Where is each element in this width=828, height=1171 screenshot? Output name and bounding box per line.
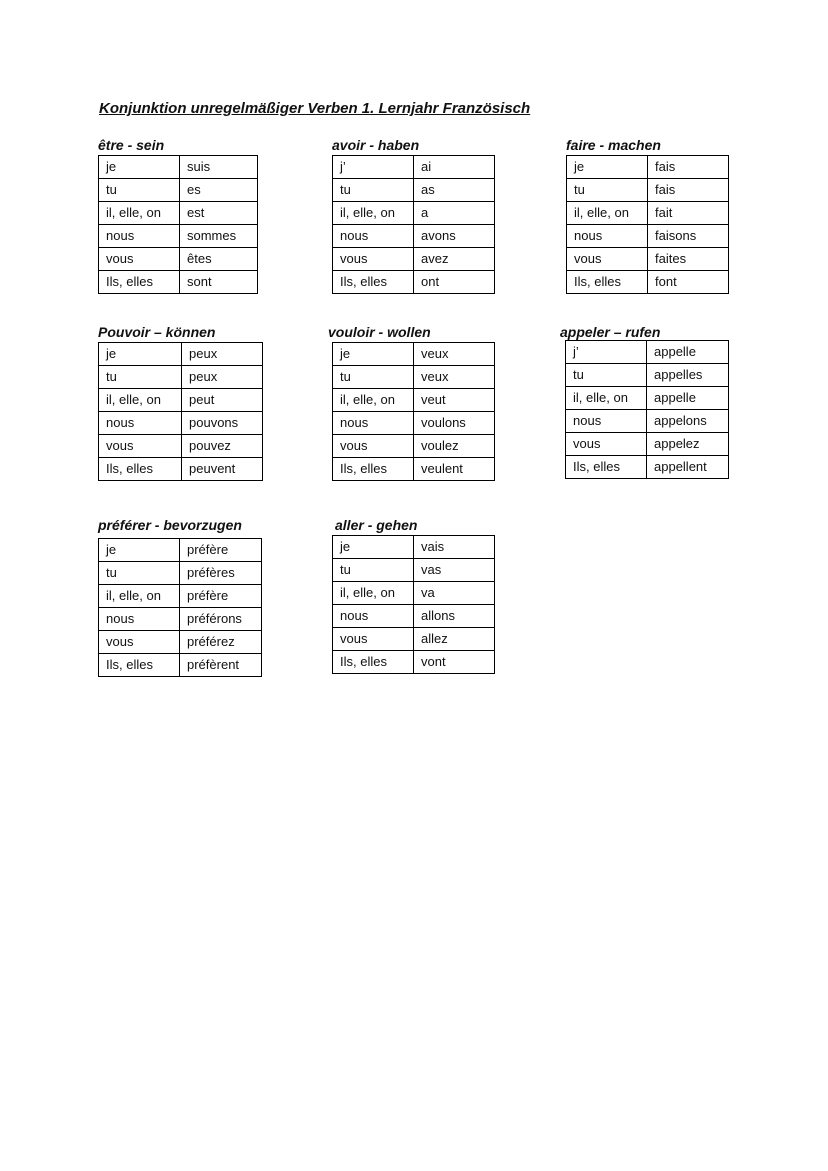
form-cell: vas: [414, 559, 495, 582]
form-cell: veut: [414, 389, 495, 412]
form-cell: appelle: [647, 341, 729, 364]
pronoun-cell: il, elle, on: [333, 389, 414, 412]
verb-block-appeler: [560, 323, 729, 479]
table-row: [333, 366, 495, 389]
table-row: [99, 654, 262, 677]
verb-title: avoir - haben: [332, 137, 420, 153]
table-row: [99, 562, 262, 585]
table-row: [566, 387, 729, 410]
conjugation-table: [332, 535, 495, 674]
pronoun-cell: nous: [566, 410, 647, 433]
verb-block-pouvoir: [98, 323, 263, 481]
table-row: [99, 539, 262, 562]
pronoun-cell: vous: [99, 435, 182, 458]
table-row: [99, 585, 262, 608]
pronoun-cell: vous: [333, 248, 414, 271]
table-row: [333, 248, 495, 271]
form-cell: peuvent: [182, 458, 263, 481]
form-cell: es: [180, 179, 258, 202]
form-cell: allons: [414, 605, 495, 628]
table-row: [333, 559, 495, 582]
conjugation-table: [98, 342, 263, 481]
pronoun-cell: nous: [333, 225, 414, 248]
pronoun-cell: il, elle, on: [333, 582, 414, 605]
form-cell: ai: [414, 156, 495, 179]
table-row: [566, 364, 729, 387]
form-cell: appelles: [647, 364, 729, 387]
pronoun-cell: tu: [567, 179, 648, 202]
table-row: [333, 389, 495, 412]
verb-block-aller: [332, 516, 495, 674]
pronoun-cell: Ils, elles: [99, 458, 182, 481]
table-row: [333, 156, 495, 179]
form-cell: préfère: [180, 585, 262, 608]
verb-title: Pouvoir – können: [98, 324, 216, 340]
form-cell: voulons: [414, 412, 495, 435]
form-cell: appelle: [647, 387, 729, 410]
pronoun-cell: tu: [333, 179, 414, 202]
form-cell: suis: [180, 156, 258, 179]
pronoun-cell: Ils, elles: [333, 271, 414, 294]
pronoun-cell: nous: [567, 225, 648, 248]
pronoun-cell: vous: [99, 631, 180, 654]
table-row: [566, 410, 729, 433]
pronoun-cell: il, elle, on: [99, 202, 180, 225]
form-cell: font: [648, 271, 729, 294]
table-row: [333, 225, 495, 248]
form-cell: peux: [182, 366, 263, 389]
table-row: [333, 271, 495, 294]
table-row: [566, 341, 729, 364]
table-row: [99, 202, 258, 225]
table-row: [567, 225, 729, 248]
pronoun-cell: je: [567, 156, 648, 179]
pronoun-cell: il, elle, on: [333, 202, 414, 225]
form-cell: as: [414, 179, 495, 202]
table-row: [333, 605, 495, 628]
pronoun-cell: je: [333, 536, 414, 559]
pronoun-cell: nous: [99, 608, 180, 631]
form-cell: préfère: [180, 539, 262, 562]
pronoun-cell: Ils, elles: [99, 654, 180, 677]
pronoun-cell: vous: [99, 248, 180, 271]
pronoun-cell: nous: [99, 412, 182, 435]
form-cell: préfèrent: [180, 654, 262, 677]
verb-title: vouloir - wollen: [328, 324, 431, 340]
pronoun-cell: tu: [566, 364, 647, 387]
form-cell: pouvons: [182, 412, 263, 435]
form-cell: a: [414, 202, 495, 225]
pronoun-cell: Ils, elles: [333, 458, 414, 481]
form-cell: préférez: [180, 631, 262, 654]
table-row: [99, 343, 263, 366]
form-cell: avez: [414, 248, 495, 271]
form-cell: voulez: [414, 435, 495, 458]
form-cell: vais: [414, 536, 495, 559]
table-row: [99, 156, 258, 179]
verb-block-vouloir: [328, 323, 495, 481]
table-row: [567, 202, 729, 225]
conjugation-table: [98, 155, 258, 294]
pronoun-cell: Ils, elles: [99, 271, 180, 294]
pronoun-cell: nous: [333, 412, 414, 435]
form-cell: veux: [414, 366, 495, 389]
verb-title: être - sein: [98, 137, 165, 153]
form-cell: va: [414, 582, 495, 605]
table-row: [99, 179, 258, 202]
table-row: [99, 458, 263, 481]
form-cell: veux: [414, 343, 495, 366]
pronoun-cell: je: [333, 343, 414, 366]
conjugation-table: [98, 538, 262, 677]
page-title: Konjunktion unregelmäßiger Verben 1. Lernjahr Französisch: [99, 100, 531, 117]
table-row: [333, 651, 495, 674]
table-row: [567, 179, 729, 202]
form-cell: veulent: [414, 458, 495, 481]
pronoun-cell: Ils, elles: [567, 271, 648, 294]
pronoun-cell: il, elle, on: [566, 387, 647, 410]
form-cell: fait: [648, 202, 729, 225]
table-row: [99, 271, 258, 294]
table-row: [333, 179, 495, 202]
verb-title: aller - gehen: [335, 517, 418, 533]
pronoun-cell: vous: [566, 433, 647, 456]
pronoun-cell: nous: [333, 605, 414, 628]
form-cell: êtes: [180, 248, 258, 271]
table-row: [99, 608, 262, 631]
pronoun-cell: je: [99, 156, 180, 179]
table-row: [99, 412, 263, 435]
form-cell: pouvez: [182, 435, 263, 458]
table-row: [333, 202, 495, 225]
table-row: [566, 433, 729, 456]
table-row: [567, 156, 729, 179]
pronoun-cell: j’: [333, 156, 414, 179]
verb-title: préférer - bevorzugen: [98, 517, 242, 533]
form-cell: allez: [414, 628, 495, 651]
form-cell: appellent: [647, 456, 729, 479]
table-row: [333, 628, 495, 651]
table-row: [99, 248, 258, 271]
form-cell: peut: [182, 389, 263, 412]
form-cell: faites: [648, 248, 729, 271]
form-cell: peux: [182, 343, 263, 366]
table-row: [99, 631, 262, 654]
form-cell: fais: [648, 156, 729, 179]
verb-block-preferer: [98, 516, 262, 677]
conjugation-table: [332, 342, 495, 481]
verb-title: appeler – rufen: [560, 324, 661, 340]
pronoun-cell: j’: [566, 341, 647, 364]
form-cell: sommes: [180, 225, 258, 248]
conjugation-table: [332, 155, 495, 294]
table-row: [333, 458, 495, 481]
form-cell: sont: [180, 271, 258, 294]
verb-title: faire - machen: [566, 137, 661, 153]
pronoun-cell: tu: [333, 366, 414, 389]
conjugation-table: [565, 340, 729, 479]
table-row: [333, 582, 495, 605]
table-row: [567, 271, 729, 294]
form-cell: appelons: [647, 410, 729, 433]
pronoun-cell: vous: [333, 628, 414, 651]
table-row: [99, 389, 263, 412]
table-row: [567, 248, 729, 271]
form-cell: avons: [414, 225, 495, 248]
pronoun-cell: tu: [99, 366, 182, 389]
form-cell: ont: [414, 271, 495, 294]
pronoun-cell: tu: [99, 562, 180, 585]
form-cell: appelez: [647, 433, 729, 456]
verb-block-avoir: [332, 136, 495, 294]
pronoun-cell: Ils, elles: [333, 651, 414, 674]
pronoun-cell: il, elle, on: [567, 202, 648, 225]
table-row: [566, 456, 729, 479]
table-row: [99, 366, 263, 389]
pronoun-cell: nous: [99, 225, 180, 248]
form-cell: préférons: [180, 608, 262, 631]
pronoun-cell: tu: [333, 559, 414, 582]
table-row: [99, 435, 263, 458]
pronoun-cell: tu: [99, 179, 180, 202]
pronoun-cell: je: [99, 539, 180, 562]
pronoun-cell: Ils, elles: [566, 456, 647, 479]
verb-block-faire: [566, 136, 729, 294]
table-row: [333, 435, 495, 458]
pronoun-cell: vous: [567, 248, 648, 271]
form-cell: faisons: [648, 225, 729, 248]
form-cell: fais: [648, 179, 729, 202]
table-row: [333, 343, 495, 366]
pronoun-cell: il, elle, on: [99, 585, 180, 608]
table-row: [99, 225, 258, 248]
form-cell: vont: [414, 651, 495, 674]
pronoun-cell: je: [99, 343, 182, 366]
verb-block-etre: [98, 136, 258, 294]
form-cell: préfères: [180, 562, 262, 585]
conjugation-table: [566, 155, 729, 294]
pronoun-cell: il, elle, on: [99, 389, 182, 412]
table-row: [333, 412, 495, 435]
pronoun-cell: vous: [333, 435, 414, 458]
form-cell: est: [180, 202, 258, 225]
table-row: [333, 536, 495, 559]
